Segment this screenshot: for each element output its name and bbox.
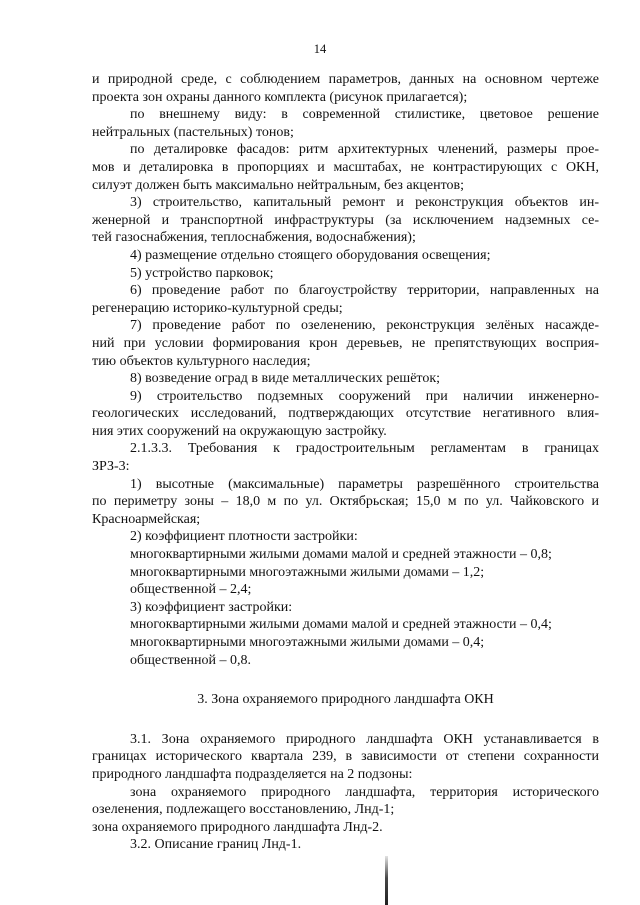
document-body bbox=[92, 71, 599, 854]
text-line: 3) строительство, капитальный ремонт и реконструкция объектов ин- bbox=[130, 195, 599, 211]
scan-artifact-mark bbox=[385, 856, 388, 905]
text-line: 7) проведение работ по озеленению, реконструкция зелёных насажде- bbox=[130, 318, 599, 334]
text-line: природного ландшафта подразделяется на 2 подзоны: bbox=[92, 766, 413, 782]
text-line: проекта зон охраны данного комплекта (рисунок прилагается); bbox=[92, 89, 468, 105]
text-line: ний при условии формирования крон деревьев, не препятствующих восприя- bbox=[92, 335, 599, 351]
text-line: 3) коэффициент застройки: bbox=[130, 599, 293, 615]
text-line: мов и деталировка в пропорциях и масштабах, не контрастирующих с ОКН, bbox=[92, 159, 599, 175]
text-line: зона охраняемого природного ландшафта, территория исторического bbox=[130, 784, 599, 800]
text-line: 2.1.3.3. Требования к градостроительным регламентам в границах bbox=[130, 441, 599, 457]
text-line: Красноармейская; bbox=[92, 511, 201, 527]
text-line: 1) высотные (максимальные) параметры разрешённого строительства bbox=[130, 476, 599, 492]
text-line: 9) строительство подземных сооружений при наличии инженерно- bbox=[130, 388, 599, 404]
text-line: и природной среде, с соблюдением параметров, данных на основном чертеже bbox=[92, 72, 599, 87]
text-line: 3.1. Зона охраняемого природного ландшафта ОКН устанавливается в bbox=[130, 731, 599, 747]
text-line: 6) проведение работ по благоустройству территории, направленных на bbox=[130, 283, 599, 299]
text-line: по деталировке фасадов: ритм архитектурных членений, размеры прое- bbox=[130, 142, 599, 158]
text-line: силуэт должен быть максимально нейтральным, без акцентов; bbox=[92, 177, 465, 193]
text-line: 3.2. Описание границ Лнд-1. bbox=[130, 837, 302, 853]
text-line: тей газоснабжения, теплоснабжения, водоснабжения); bbox=[92, 230, 416, 246]
text-line: нейтральных (пастельных) тонов; bbox=[92, 124, 294, 140]
text-line: озеленения, подлежащего восстановлению, Лнд-1; bbox=[92, 802, 395, 818]
text-line: по внешнему виду: в современной стилистике, цветовое решение bbox=[130, 107, 599, 123]
text-line: 4) размещение отдельно стоящего оборудования освещения; bbox=[130, 247, 491, 263]
text-line: по периметру зоны – 18,0 м по ул. Октябрьская; 15,0 м по ул. Чайковского и bbox=[92, 494, 599, 510]
text-line: границах исторического квартала 239, в зависимости от степени сохранности bbox=[92, 749, 599, 765]
spacer bbox=[92, 709, 599, 731]
text-line: 5) устройство парковок; bbox=[130, 265, 274, 281]
text-line: ЗРЗ-3: bbox=[92, 459, 130, 475]
text-line: тию объектов культурного наследия; bbox=[92, 353, 311, 369]
text-line: общественной – 2,4; bbox=[130, 582, 252, 598]
text-line: общественной – 0,8. bbox=[130, 652, 252, 668]
text-line: 2) коэффициент плотности застройки: bbox=[130, 529, 358, 545]
text-line: многоквартирными многоэтажными жилыми домами – 0,4; bbox=[130, 635, 485, 650]
text-line: 8) возведение оград в виде металлических решёток; bbox=[130, 371, 441, 387]
text-line: женерной и транспортной инфраструктуры (за исключением надземных се- bbox=[92, 212, 599, 228]
text-line: многоквартирными жилыми домами малой и средней этажности – 0,4; bbox=[130, 617, 552, 633]
text-line: зона охраняемого природного ландшафта Лнд-2. bbox=[92, 819, 383, 835]
section-heading: 3. Зона охраняемого природного ландшафта ОКН bbox=[197, 692, 494, 708]
text-line: многоквартирными многоэтажными жилыми домами – 1,2; bbox=[130, 564, 485, 580]
text-line: геологических исследований, подтверждающих отсутствие негативного влия- bbox=[92, 406, 599, 422]
text-line: многоквартирными жилыми домами малой и средней этажности – 0,8; bbox=[130, 547, 552, 563]
text-line: ния этих сооружений на окружающую застройку. bbox=[92, 423, 387, 439]
spacer bbox=[92, 669, 599, 691]
text-line: регенерацию историко-культурной среды; bbox=[92, 300, 343, 316]
page-number: 14 bbox=[313, 42, 327, 56]
